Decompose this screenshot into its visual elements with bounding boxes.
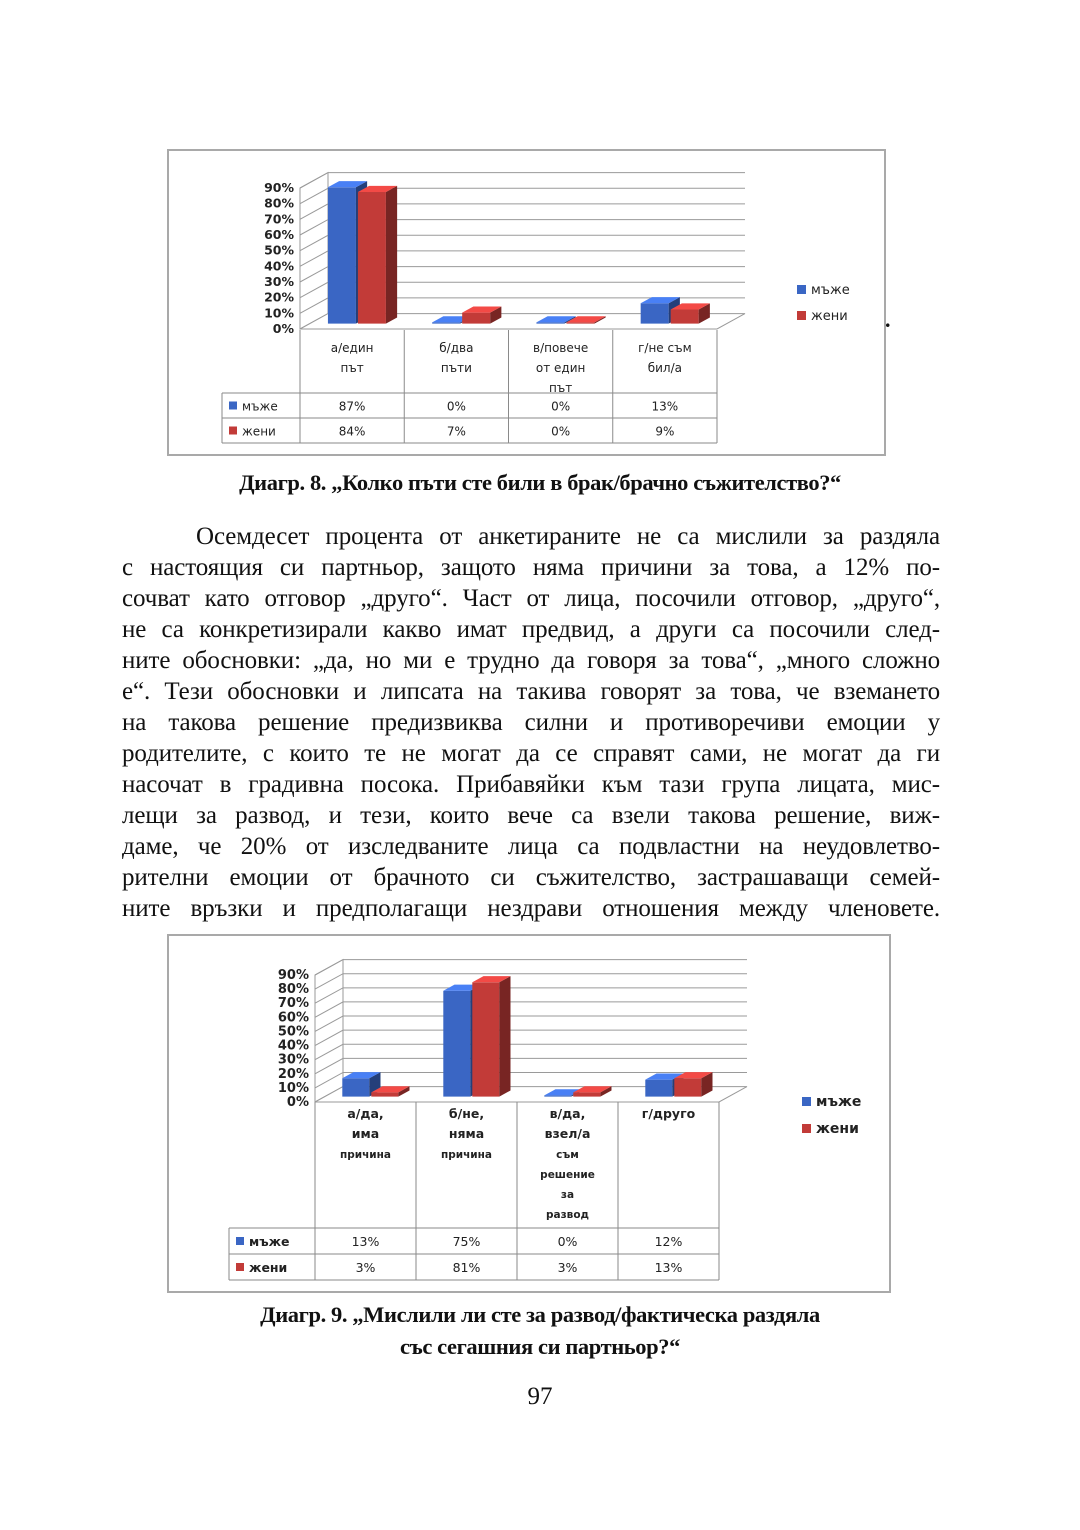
bar-front xyxy=(645,1080,672,1097)
bar-жени-1 xyxy=(472,976,510,1096)
body-line: лещи за развод, и тези, които вече са взели такова решение, виж- xyxy=(122,802,940,829)
legend-label: мъже xyxy=(811,283,850,298)
bar-жени-3 xyxy=(671,303,710,323)
category-label: причина xyxy=(339,1149,392,1161)
category-label: в/да, xyxy=(549,1106,586,1121)
category-label: съм xyxy=(556,1149,579,1161)
category-label: взел/а xyxy=(544,1126,591,1141)
category-label: няма xyxy=(448,1126,485,1141)
table-series-label: мъже xyxy=(249,1234,290,1249)
category-label: решение xyxy=(540,1169,595,1181)
bar-front xyxy=(641,303,669,323)
bar-front xyxy=(536,322,564,323)
y-tick-label: 60% xyxy=(277,1010,309,1026)
y-tick-label: 60% xyxy=(264,227,294,242)
gridline xyxy=(315,1044,747,1059)
gridline xyxy=(315,1030,747,1045)
category-label: бил/а xyxy=(647,361,683,375)
chart-diagram-9 xyxy=(167,934,891,1293)
legend-key xyxy=(802,1124,811,1133)
y-tick-label: 40% xyxy=(277,1038,309,1054)
body-line: на такова решение предизвиква силни и противоречиви емоции у xyxy=(122,709,940,736)
stray-dot: . xyxy=(885,307,891,332)
table-legend-key xyxy=(236,1263,244,1271)
gridline xyxy=(315,974,747,989)
table-value: 3% xyxy=(557,1260,578,1275)
y-tick-label: 30% xyxy=(277,1052,309,1068)
table-value: 84% xyxy=(338,424,366,439)
body-line: рителни емоции от брачното си съжителство, застрашаващи семей- xyxy=(122,864,940,891)
category-label: причина xyxy=(440,1149,493,1161)
gridline xyxy=(315,960,747,975)
bar-front xyxy=(371,1092,398,1096)
caption-diagram-9 xyxy=(0,1299,1080,1363)
category-label: път xyxy=(548,381,573,395)
body-line: сочват като отговор „друго“. Част от лица, посочили отговор, „друго“, xyxy=(122,585,940,612)
bar-front xyxy=(328,187,356,323)
y-tick-label: 40% xyxy=(264,258,294,274)
gridline xyxy=(315,1058,747,1073)
table-value: 87% xyxy=(338,399,366,414)
y-tick-label: 70% xyxy=(264,211,294,227)
table-value: 13% xyxy=(654,1260,683,1275)
table-series-label: мъже xyxy=(242,399,278,414)
body-paragraph xyxy=(122,521,940,924)
body-line: ните обосновки: „да, но ми е трудно да говоря за това“, „много сложно xyxy=(122,647,940,674)
legend-label: жени xyxy=(811,309,848,324)
chart-diagram-8 xyxy=(167,149,886,456)
caption-diagram-9-line-2: със сегашния си партньор?“ xyxy=(400,1334,680,1359)
body-line: е“. Тези обосновки и липсата на такива говорят за това, че вземането xyxy=(122,678,940,705)
bar-front xyxy=(566,322,594,323)
category-label: път xyxy=(340,361,364,375)
y-tick-label: 90% xyxy=(277,968,309,983)
bar-front xyxy=(443,991,470,1097)
y-tick-label: 0% xyxy=(272,321,294,336)
table-value: 0% xyxy=(551,399,571,414)
bar-side xyxy=(386,186,397,324)
bar-жени-3 xyxy=(674,1072,712,1097)
body-line: с настоящия си партньор, защото няма причини за това, а 12% по- xyxy=(122,554,940,581)
table-value: 13% xyxy=(651,399,679,414)
y-tick-label: 10% xyxy=(277,1080,309,1096)
chart-diagram-8-svg xyxy=(169,151,884,454)
category-label: от един xyxy=(535,361,586,375)
bar-front xyxy=(544,1095,571,1096)
y-tick-label: 80% xyxy=(264,195,294,211)
table-value: 9% xyxy=(655,424,675,439)
body-line: не са конкретизирали какво имат предвид, а други са посочили след- xyxy=(122,616,940,643)
table-series-label: жени xyxy=(249,1260,288,1275)
category-label: пъти xyxy=(440,361,472,375)
y-tick-label: 70% xyxy=(277,996,309,1012)
bar-front xyxy=(462,313,490,324)
legend-key xyxy=(802,1097,811,1106)
table-value: 7% xyxy=(446,424,466,439)
legend-label: жени xyxy=(816,1121,859,1137)
gridline xyxy=(315,1002,747,1017)
category-label: б/два xyxy=(439,341,474,355)
category-label: г/друго xyxy=(641,1106,696,1121)
category-label: а/един xyxy=(330,341,374,355)
body-line: ните връзки и предполагащи нездрави отношения между членовете. xyxy=(122,895,940,922)
legend-key xyxy=(797,285,806,294)
chart-diagram-9-svg xyxy=(169,936,889,1291)
bar-front xyxy=(432,322,460,323)
table-series-label: жени xyxy=(242,424,276,439)
table-legend-key xyxy=(236,1237,244,1245)
page-number: 97 xyxy=(527,1383,553,1410)
bar-front xyxy=(674,1078,701,1096)
table-value: 81% xyxy=(452,1260,481,1275)
bar-front xyxy=(573,1092,600,1096)
category-label: а/да, xyxy=(347,1106,384,1121)
category-label: за xyxy=(560,1189,575,1201)
y-tick-label: 50% xyxy=(277,1024,309,1040)
y-tick-label: 80% xyxy=(277,982,309,998)
gridline xyxy=(315,988,747,1003)
legend-label: мъже xyxy=(816,1094,862,1110)
bar-жени-0 xyxy=(358,186,397,324)
y-tick-label: 10% xyxy=(264,305,294,321)
body-line: насочат в градивна посока. Прибавяйки към тази група лицата, мис- xyxy=(122,771,940,798)
bar-front xyxy=(472,982,499,1096)
category-label: б/не, xyxy=(448,1106,485,1121)
y-tick-label: 20% xyxy=(277,1066,309,1082)
category-label: има xyxy=(351,1126,380,1141)
bar-front xyxy=(358,192,386,324)
table-value: 0% xyxy=(446,399,466,414)
table-value: 75% xyxy=(452,1234,481,1249)
bar-front xyxy=(342,1078,369,1096)
body-line: Осемдесет процента от анкетираните не са мислили за раздяла xyxy=(196,523,940,550)
table-value: 3% xyxy=(355,1260,376,1275)
body-line: даме, че 20% от изследваните лица са подвластни на неудовлетво- xyxy=(122,833,940,860)
y-tick-label: 90% xyxy=(264,180,294,195)
category-label: г/не съм xyxy=(638,341,692,355)
table-value: 0% xyxy=(557,1234,578,1249)
table-value: 0% xyxy=(551,424,571,439)
table-legend-key xyxy=(229,427,237,435)
y-tick-label: 20% xyxy=(264,289,294,305)
y-tick-label: 0% xyxy=(286,1095,309,1110)
caption-diagram-8: Диагр. 8. „Колко пъти сте били в брак/брачно съжителство?“ xyxy=(239,470,841,495)
legend-key xyxy=(797,311,806,320)
category-label: в/повече xyxy=(533,341,589,355)
bar-side xyxy=(499,976,510,1096)
y-tick-label: 50% xyxy=(264,242,294,258)
table-value: 12% xyxy=(654,1234,683,1249)
y-tick-label: 30% xyxy=(264,274,294,289)
table-value: 13% xyxy=(351,1234,380,1249)
category-label: развод xyxy=(545,1209,590,1221)
bar-front xyxy=(671,310,699,324)
table-legend-key xyxy=(229,402,237,410)
body-line: родителите, с които те не могат да се справят сами, не могат да ги xyxy=(122,740,940,767)
gridline xyxy=(315,1016,747,1031)
caption-diagram-9-line-1: Диагр. 9. „Мислили ли сте за развод/фактическа раздяла xyxy=(260,1302,820,1327)
